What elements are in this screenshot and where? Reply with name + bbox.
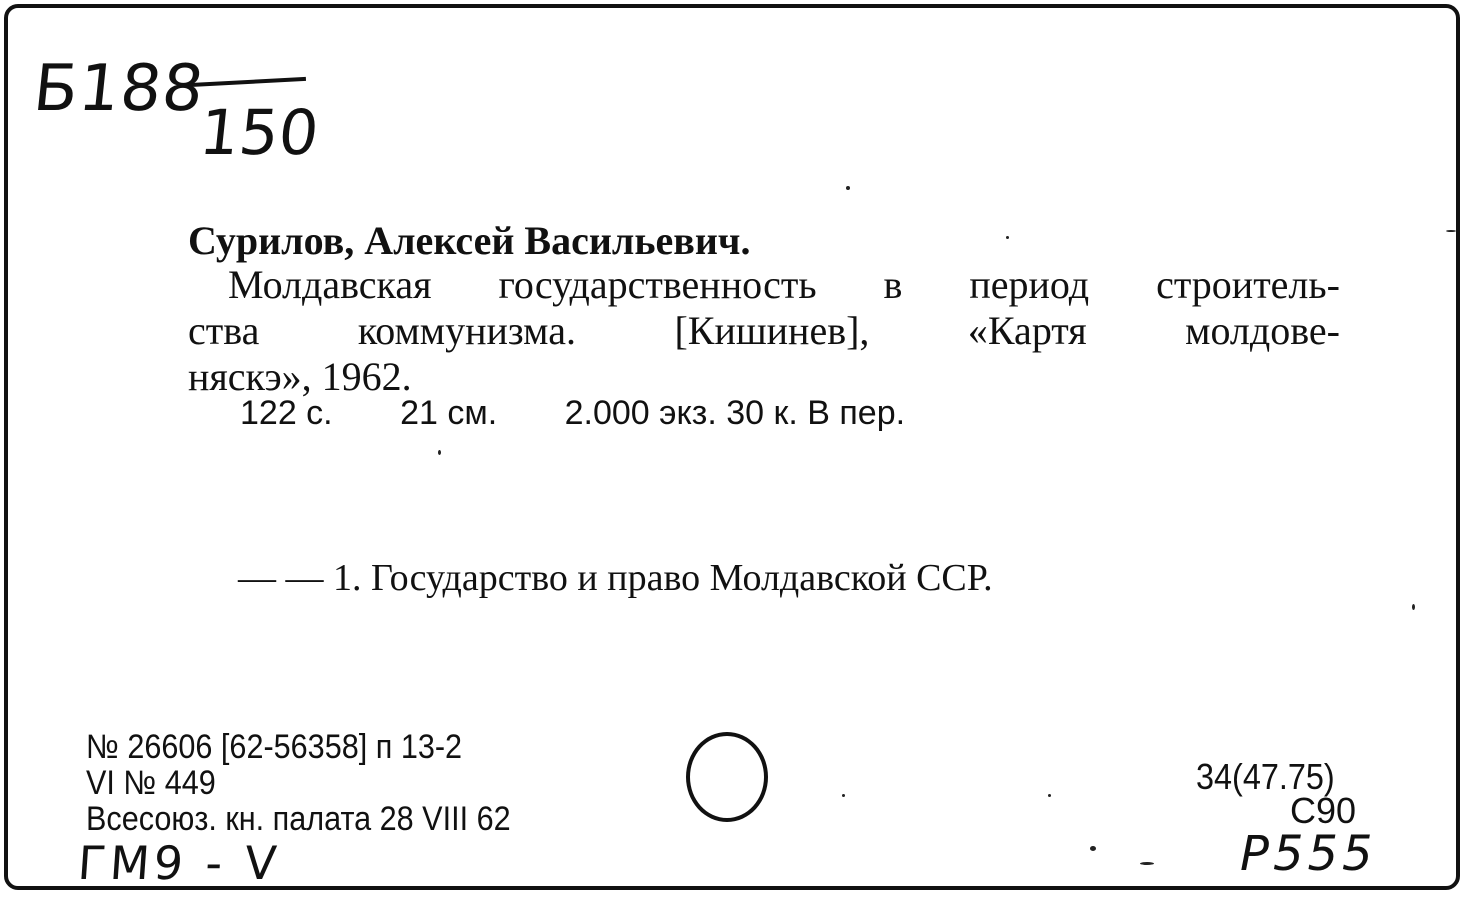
title-line-1 [228,262,1340,308]
pages-count: 122 с. [240,394,333,432]
scan-speck [1006,236,1009,239]
author-heading: Сурилов, Алексей Васильевич. [188,218,751,263]
title-word: Молдавская [228,262,432,307]
subject-heading: — — 1. Государство и право Молдавской ССР. [238,557,993,599]
title-word: молдове- [1185,308,1340,353]
title-word: «Картя [967,308,1087,353]
title-word: ства [188,308,260,353]
title-word: [Кишинев], [674,308,870,353]
shelf-mark-sub: 150 [196,96,323,169]
handwritten-note-left: ГМ9 - V [76,836,283,890]
title-word: коммунизма. [357,308,576,353]
scan-speck [842,794,845,797]
collation-line [240,394,905,433]
shelf-mark: Б188 [30,52,208,126]
title-word: период [969,262,1090,307]
punch-hole [686,732,768,822]
classification-code: 34(47.75) [1196,756,1335,797]
book-size: 21 см. [400,394,498,432]
title-word: строитель- [1156,262,1340,307]
handwritten-note-right: Р555 [1240,826,1377,882]
title-line-3: няскэ», 1962. [188,354,412,399]
title-line-2 [188,308,1340,354]
edition-info: 2.000 экз. 30 к. В пер. [564,394,906,432]
chamber-date: Всесоюз. кн. палата 28 VIII 62 [86,800,511,838]
scan-speck [1412,604,1415,610]
scan-speck [1090,846,1096,851]
title-word: государственность [498,262,817,307]
registration-number: № 26606 [62-56358] п 13-2 [86,728,463,766]
series-number: VI № 449 [86,764,216,802]
scan-speck [846,186,850,190]
scan-speck [1446,230,1456,232]
scan-speck [1140,862,1154,865]
author-mark: С90 [1290,790,1357,831]
scan-speck [1048,794,1051,797]
scan-speck [438,450,441,455]
title-word: в [883,262,903,307]
